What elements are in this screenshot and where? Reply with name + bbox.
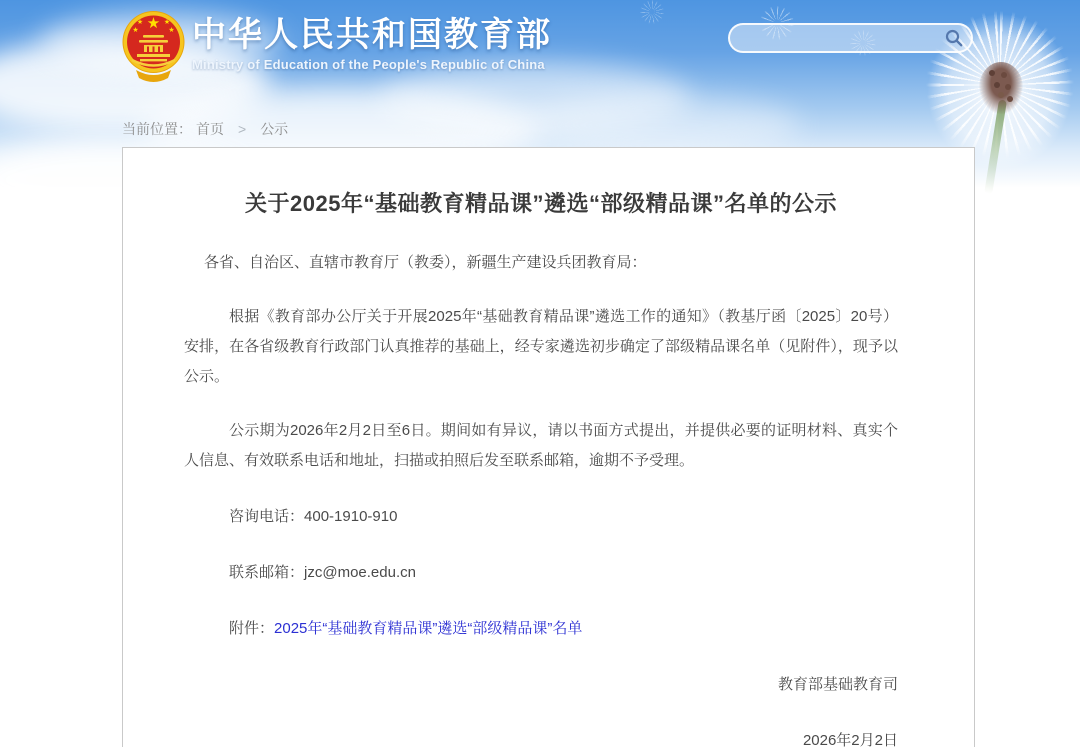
email-value: jzc@moe.edu.cn [304, 564, 416, 581]
search-icon[interactable] [944, 28, 964, 48]
cloud-decoration [520, 95, 800, 155]
publish-date: 2026年2月2日 [802, 732, 898, 749]
search-input[interactable] [730, 25, 944, 51]
breadcrumb-item-home[interactable]: 首页 [196, 121, 224, 137]
article-title: 关于2025年“基础教育精品课”遴选“部级精品课”名单的公示 [245, 191, 837, 216]
svg-text:★: ★ [136, 19, 144, 26]
dandelion-seed-decoration [640, 0, 664, 24]
svg-text:★: ★ [146, 15, 161, 32]
breadcrumb [122, 119, 288, 139]
body-paragraph: 根据《教育部办公厅关于开展2025年“基础教育精品课”遴选工作的通知》（教基厅函〔2025〕20号）安排，在各省级教育行政部门认真推荐的基础上，经专家遴选初步确定了部级精品课名单（见附件），现予以公示。 [184, 308, 898, 385]
attachment-link[interactable]: 2025年“基础教育精品课”遴选“部级精品课”名单 [274, 620, 583, 637]
signature: 教育部基础教育司 [777, 676, 898, 693]
svg-text:★: ★ [168, 27, 175, 34]
national-emblem-icon [122, 8, 185, 84]
search-box[interactable] [728, 23, 973, 53]
attachment-label: 附件： [229, 620, 275, 637]
svg-text:★: ★ [132, 27, 139, 34]
svg-text:★: ★ [163, 19, 171, 26]
attachment-line [184, 614, 898, 644]
site-masthead [192, 16, 552, 72]
breadcrumb-separator: > [238, 121, 247, 137]
breadcrumb-item-gongshi[interactable]: 公示 [260, 121, 289, 137]
email-line [184, 558, 898, 588]
site-subtitle: Ministry of Education of the People's Republic of China [192, 57, 545, 72]
body-paragraph: 公示期为2026年2月2日至6日。期间如有异议，请以书面方式提出，并提供必要的证明材料、真实个人信息、有效联系电话和地址，扫描或拍照后发至联系邮箱，逾期不予受理。 [184, 422, 898, 469]
phone-label: 咨询电话： [229, 508, 305, 525]
content-card [122, 147, 975, 747]
email-label: 联系邮箱： [229, 564, 305, 581]
salutation-paragraph: 各省、自治区、直辖市教育厅（教委），新疆生产建设兵团教育局： [204, 254, 647, 271]
phone-value: 400-1910-910 [304, 508, 398, 525]
breadcrumb-label: 当前位置： [122, 121, 192, 137]
site-title: 中华人民共和国教育部 [192, 16, 552, 54]
phone-line [184, 502, 898, 532]
